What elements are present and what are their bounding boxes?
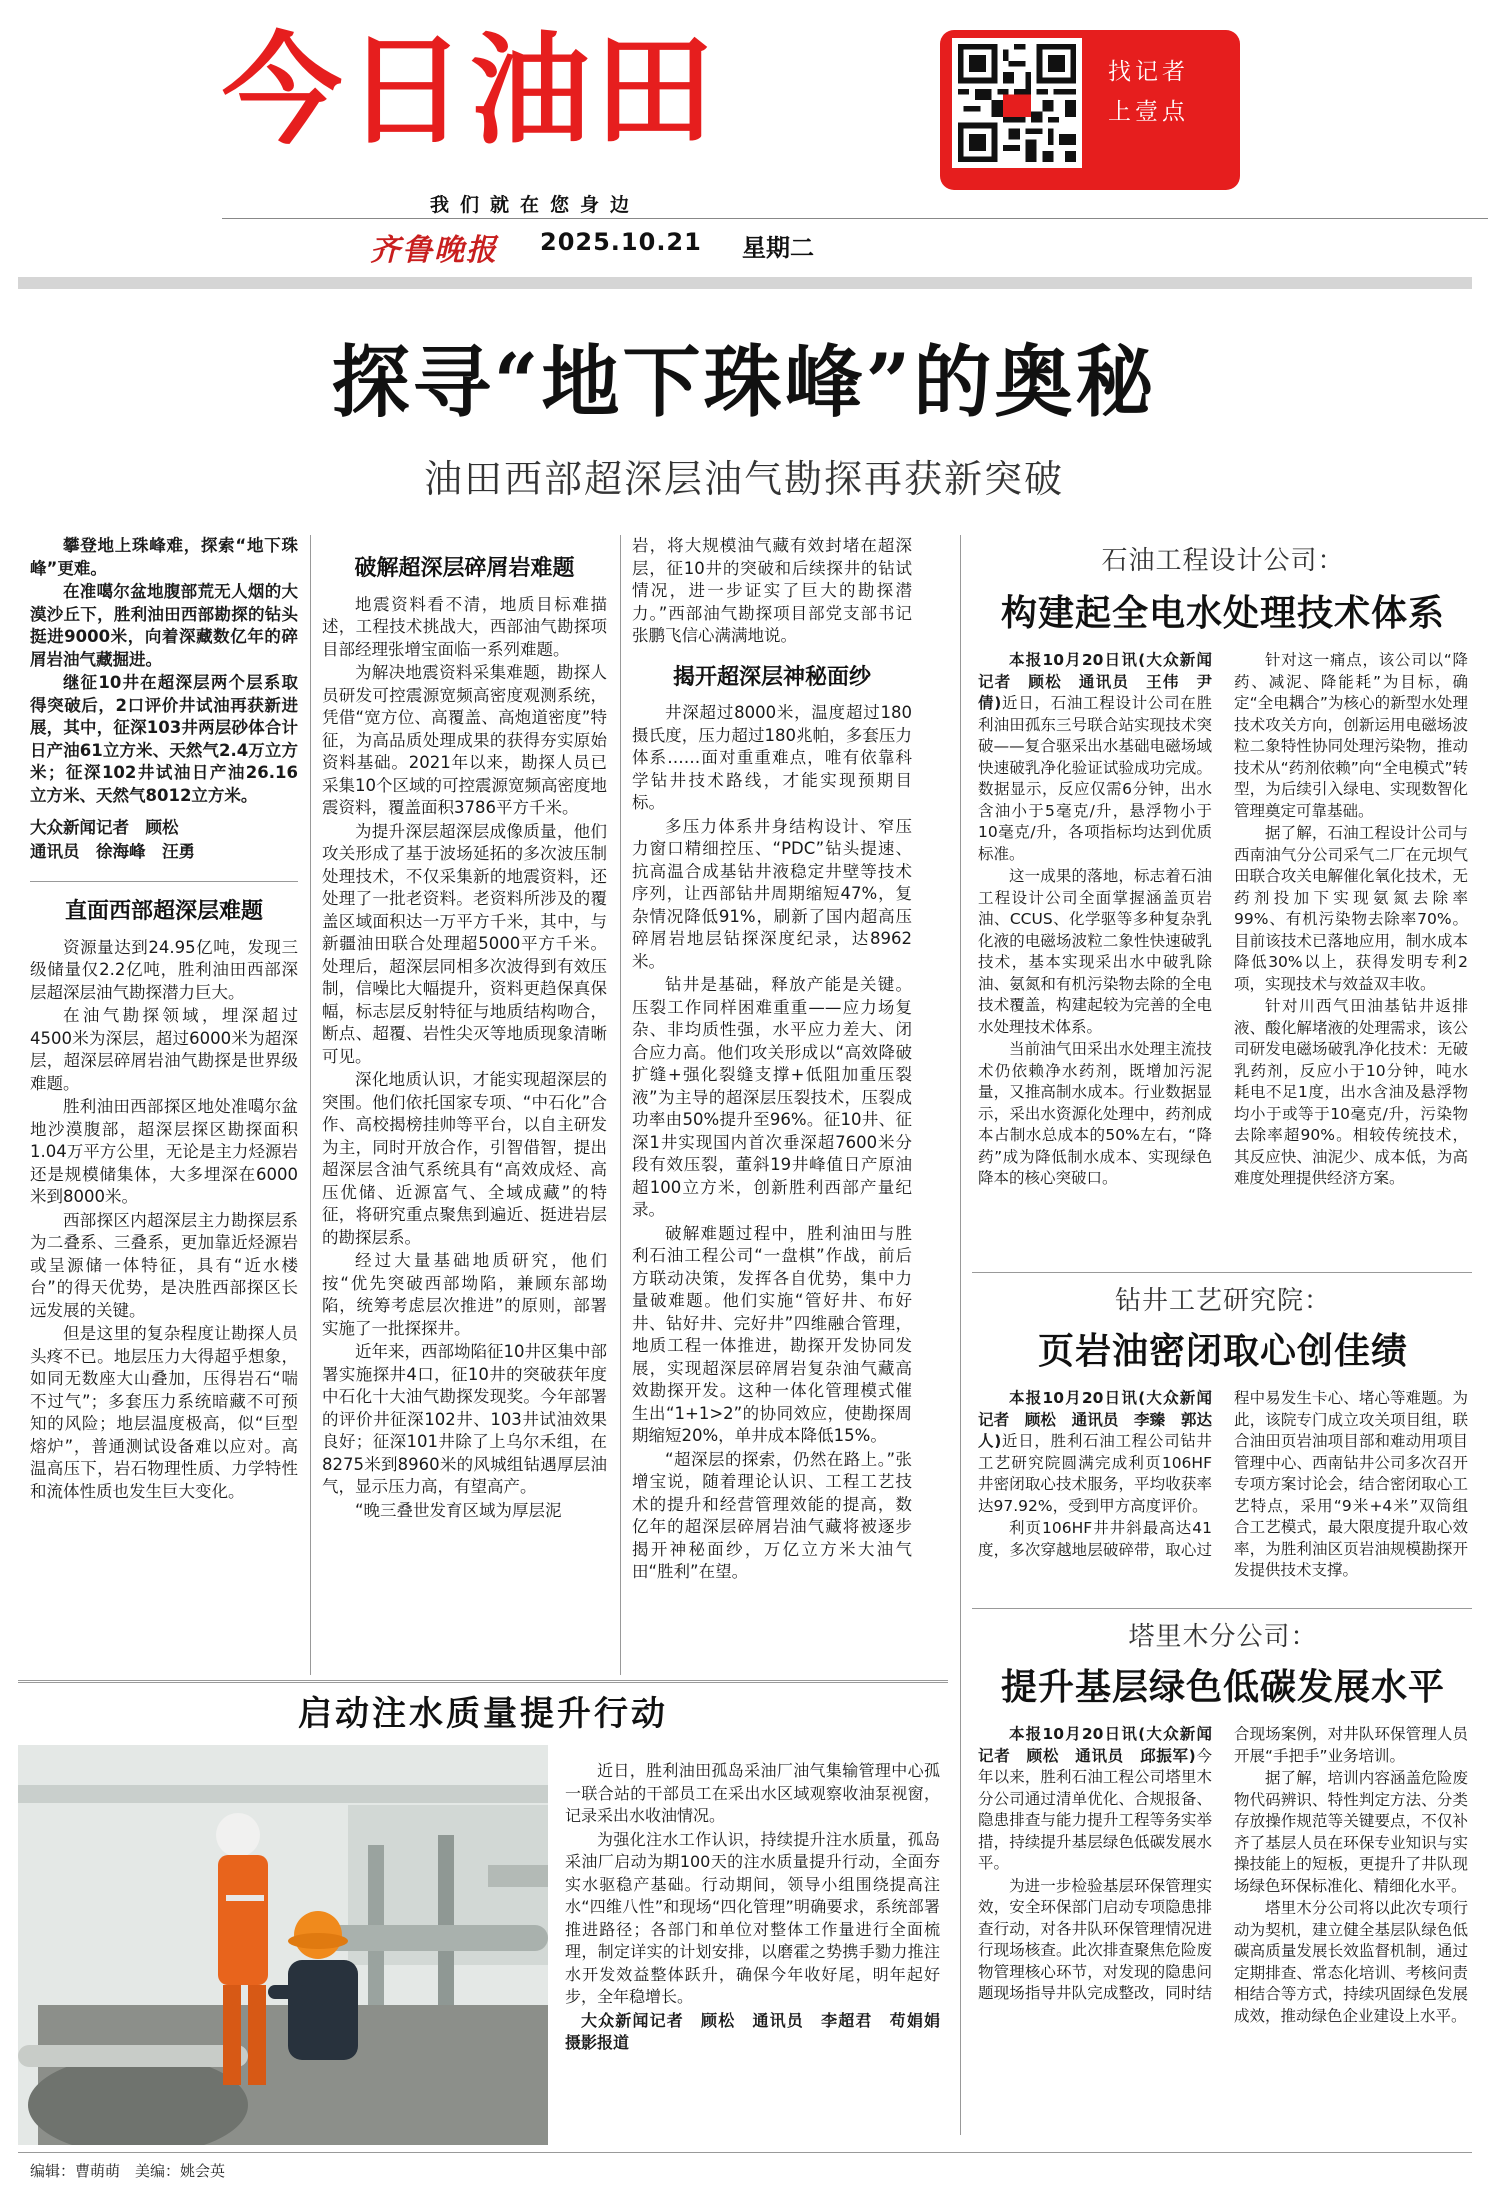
sidebar-rule <box>972 1272 1472 1273</box>
issue-weekday: 星期二 <box>742 234 814 262</box>
sidebar-kicker: 塔里木分公司： <box>1128 1622 1318 1652</box>
header-band <box>18 277 1472 289</box>
main-headline: 探寻“地下珠峰”的奥秘 <box>331 337 1157 428</box>
bottom-story-rule <box>18 1680 948 1683</box>
bottom-story-title: 启动注水质量提升行动 <box>298 1694 668 1734</box>
body-paragraph: 利页106HF井井斜最高达41度，多次穿越地层破碎带，取心过程中易发生卡心、堵心等难题。为此，该院专门成立攻关项目组，联合油田页岩油项目部和难动用项目管理中心、西南钻井公司多次召开专项方案讨论会，结合密闭取心工艺特点，采用“9米+4米”双筒组合工艺模式，最大限度提升取心效率，为胜利油区页岩油规模勘探开发提供技术支撑。 <box>978 1389 1468 1579</box>
body-paragraph: 资源量达到24.95亿吨，发现三级储量仅2.2亿吨，胜利油田西部深层超深层油气勘探潜力巨大。 <box>30 937 298 1002</box>
column-divider <box>620 535 621 1675</box>
dateline: 本报10月20日讯(大众新闻记者 顾松 通讯员 李臻 郭达人) <box>978 1389 1212 1450</box>
qr-code-icon <box>958 44 1076 162</box>
section-heading: 揭开超深层神秘面纱 <box>672 663 871 690</box>
body-paragraph: 破解难题过程中，胜利油田与胜利石油工程公司“一盘棋”作战，前后方联动决策，发挥各自优势，集中力量破难题。他们实施“管好井、布好井、钻好井、完好井”四维融合管理，地质工程一体推进，勘探开发协同发展，实现超深层碎屑岩复杂油气藏高效勘探开发。这种一体化管理模式催生出“1+1>2”的协同效应，使勘探周期缩短20%，单井成本降低15%。 <box>632 1223 912 1445</box>
sidebar-body <box>978 650 1468 1191</box>
body-paragraph: 多压力体系井身结构设计、窄压力窗口精细控压、“PDC”钻头提速、抗高温合成基钻井液稳定井壁等技术序列，让西部钻井周期缩短47%，复杂情况降低91%，刷新了国内超高压碎屑岩地层钻探深度纪录，达8962米。 <box>632 816 912 971</box>
body-paragraph: 西部探区内超深层主力勘探层系为二叠系、三叠系，更加靠近烃源岩或呈源储一体特征，具有“近水楼台”的得天优势，是决胜西部探区长远发展的关键。 <box>30 1210 298 1320</box>
dateline: 本报10月20日讯(大众新闻记者 顾松 通讯员 王伟 尹倩) <box>978 651 1212 712</box>
sidebar-title: 构建起全电水处理技术体系 <box>1000 592 1445 634</box>
body-paragraph: 这一成果的落地，标志着石油工程设计公司全面掌握涵盖页岩油、CCUS、化学驱等多种复杂乳化液的电磁场波粒二象性快速破乳技术，基本实现采出水中破乳除油、氨氮和有机污染物去除的全电技术覆盖，构建起较为完善的全电水处理技术体系。 <box>978 867 1212 1036</box>
masthead-title: 今日油田 <box>222 22 718 161</box>
section-divider <box>30 881 298 882</box>
body-paragraph: 近年来，西部坳陷征10井区集中部署实施探井4口，征10井的突破获年度中石化十大油气勘探发现奖。今年部署的评价井征深102井、103井试油效果良好；征深101井除了上乌尔禾组，在8275米到8960米的风城组钻遇厚层油气，显示压力高，有望高产。 <box>322 1342 607 1496</box>
body-text: 近日，石油工程设计公司在胜利油田孤东三号联合站实现技术突破——复合驱采出水基础电磁场域快速破乳净化验证试验成功完成。数据显示，反应仅需6分钟，出水含油小于5毫克/升，悬浮物小于10毫克/升，各项指标均达到优质标准。 <box>978 694 1212 863</box>
section-heading: 破解超深层碎屑岩难题 <box>354 555 575 581</box>
sidebar-story-2 <box>978 1280 1468 1582</box>
sidebar-story-3 <box>978 1616 1468 2027</box>
qr-code[interactable] <box>952 38 1082 168</box>
body-paragraph: 针对这一痛点，该公司以“降药、减泥、降能耗”为目标，确定“全电耦合”为核心的新型水处理技术攻关方向，创新运用电磁场波粒二象特性协同处理污染物，推动技术从“药剂依赖”向“全电模式”转型，为后续引入绿电、实现数智化管理奠定可靠基础。 <box>1234 651 1468 820</box>
body-paragraph: 岩，将大规模油气藏有效封堵在超深层，征10井的突破和后续探井的钻试情况，进一步证实了巨大的勘探潜力。”西部油气勘探项目部党支部书记张鹏飞信心满满地说。 <box>632 536 912 645</box>
footer-rule <box>18 2152 1472 2153</box>
photo-byline: 大众新闻记者 顾松 通讯员 李超君 苟娟娟 摄影报道 <box>565 2010 957 2052</box>
body-paragraph: 地震资料看不清，地质目标难描述，工程技术挑战大，西部油气勘探项目部经理张增宝面临一系列难题。 <box>322 594 607 659</box>
sidebar-title: 页岩油密闭取心创佳绩 <box>1037 1330 1408 1372</box>
column-divider <box>310 535 311 1675</box>
sidebar-divider <box>960 535 961 2135</box>
body-text: 今年以来，胜利石油工程公司塔里木分公司通过清单优化、合规报备、隐患排查与能力提升工程等务实举措，持续提升基层绿色低碳发展水平。 <box>978 1746 1212 1872</box>
body-paragraph: 为提升深层超深层成像质量，他们攻关形成了基于波场延拓的多次波压制处理技术，不仅采集新的地震资料，还处理了一批老资料。老资料所涉及的覆盖区域面积达一万平方千米，其中，与新疆油田联合处理超5000平方千米。处理后，超深层同相多次波得到有效压制，信噪比大幅提升，资料更趋保真保幅，标志层反射特征与地质结构吻合，断点、超覆、岩性尖灭等地质现象清晰可见。 <box>322 821 607 1066</box>
body-paragraph: 针对川西气田油基钻井返排液、酸化解堵液的处理需求，该公司研发电磁场破乳净化技术：无破乳药剂，反应小于10分钟，吨水耗电不足1度，出水含油及悬浮物均小于或等于10毫克/升，污染物去除率超90%。相较传统技术，其反应快、油泥少、成本低，为高难度处理提供经济方案。 <box>1234 997 1468 1187</box>
masthead-slogan: 我们就在您身边 <box>430 194 641 216</box>
body-paragraph: 深化地质认识，才能实现超深层的突围。他们依托国家专项、“中石化”合作、高校揭榜挂帅等平台，以自主研发为主，同时开放合作，引智借智，提出超深层含油气系统具有“高效成烃、高压优储、近源富气、全域成藏”的特征，将研究重点聚焦到遍近、挺进岩层的勘探层系。 <box>322 1070 607 1247</box>
body-paragraph: 当前油气田采出水处理主流技术仍依赖净水药剂，既增加污泥量，又推高制水成本。行业数据显示，采出水资源化处理中，药剂成本占制水总成本的50%左右，“降药”成为降低制水成本、实现绿色降本的核心突破口。 <box>978 1040 1212 1187</box>
body-paragraph: 据了解，石油工程设计公司与西南油气分公司采气二厂在元坝气田联合攻关电解催化氧化技术，无药剂投加下实现氨氮去除率99%、有机污染物去除率70%。目前该技术已落地应用，制水成本降低30%以上，获得发明专利2项，实现技术与效益双丰收。 <box>1234 824 1468 993</box>
body-paragraph: 在油气勘探领域，埋深超过4500米为深层，超过6000米为超深层，超深层碎屑岩油气勘探是世界级难题。 <box>30 1006 298 1093</box>
body-paragraph: 经过大量基础地质研究，他们按“优先突破西部坳陷，兼顾东部坳陷，统筹考虑层次推进”的原则，部署实施了一批探探井。 <box>322 1251 607 1338</box>
body-paragraph: 为强化注水工作认识，持续提升注水质量，孤岛采油厂启动为期100天的注水质量提升行动，全面夯实水驱稳产基础。行动期间，领导小组围绕提高注水“四维八性”和现场“四化管理”明确要求，系统部署推进路径；各部门和单位对整体工作量进行全面梳理，制定详实的计划安排，以磨霍之势携手勠力推注水开发效益整体跃升，确保今年收好尾，明年起好步，全年稳增长。 <box>565 1829 940 2006</box>
lead-paragraph: 继征10井在超深层两个层系取得突破后，2口评价井试油再获新进展，其中，征深103井两层砂体合计日产油61立方米、天然气2.4万立方米；征深102井试油日产油26.16立方米、天然气8012立方米。 <box>30 673 298 805</box>
body-text: 近日，胜利石油工程公司钻井工艺研究院圆满完成利页106HF井密闭取心技术服务，平均收获率达97.92%，受到甲方高度评价。 <box>978 1432 1212 1515</box>
qr-caption-line-2: 上壹点 <box>1108 99 1189 125</box>
article-column-3 <box>632 535 912 1585</box>
news-photo[interactable] <box>18 1745 548 2145</box>
body-paragraph: 塔里木分公司将以此次专项行动为契机，建立健全基层队绿色低碳高质量发展长效监督机制，通过定期排查、常态化培训、考核问责相结合等方式，持续巩固绿色发展成效，推动绿色企业建设上水平。 <box>1234 1899 1468 2025</box>
body-paragraph: 据了解，培训内容涵盖危险废物代码辨识、特性判定方法、分类存放操作规范等关键要点，不仅补齐了基层人员在环保专业知识与实操技能上的短板，更提升了井队现场绿色环保标准化、精细化水平。 <box>1234 1769 1468 1895</box>
sidebar-kicker: 石油工程设计公司： <box>1101 546 1345 576</box>
sidebar-title: 提升基层绿色低碳发展水平 <box>1000 1666 1445 1708</box>
body-paragraph: 钻井是基础，释放产能是关键。压裂工作同样困难重重——应力场复杂、非均质性强，水平应力差大、闭合应力高。他们攻关形成以“高效降破扩缝+强化裂缝支撑+低阻加重压裂液”为主导的超深层压裂技术，压裂成功率由50%提升至96%。征10井、征深1井实现国内首次垂深超7600米分段有效压裂，董斜19井峰值日产原油超100立方米，创新胜利西部产量纪录。 <box>632 975 912 1219</box>
body-paragraph: 近日，胜利油田孤岛采油厂油气集输管理中心孤一联合站的干部员工在采出水区域观察收油泵视窗，记录采出水收油情况。 <box>565 1761 940 1825</box>
article-column-1 <box>30 535 298 1504</box>
footer-credits: 编辑：曹萌萌 美编：姚会英 <box>30 2162 226 2180</box>
lead-paragraph: 在准噶尔盆地腹部荒无人烟的大漠沙丘下，胜利油田西部勘探的钻头挺进9000米，向着深藏数亿年的碎屑岩油气藏掘进。 <box>30 582 298 669</box>
body-paragraph: “超深层的探索，仍然在路上。”张增宝说，随着理论认识、工程工艺技术的提升和经营管理效能的提高，数亿年的超深层碎屑岩油气藏将被逐步揭开神秘面纱，万亿立方米大油气田“胜利”在望。 <box>632 1449 912 1581</box>
body-paragraph: 但是这里的复杂程度让勘探人员头疼不已。地层压力大得超乎想象，如同无数座大山叠加，压得岩石“喘不过气”；多套压力系统暗藏不可预知的风险；地层温度极高，似“巨型熔炉”，普通测试设备难以应对。高温高压下，岩石物理性质、力学特性和流体性质也发生巨大变化。 <box>30 1324 298 1501</box>
body-paragraph: 为进一步检验基层环保管理实效，安全环保部门启动专项隐患排查行动，对各井队环保管理情况进行现场核查。此次排查聚焦危险废物管理核心环节，对发现的隐患问题现场指导井队完成整改，同时结合现场案例，对井队环保管理人员开展“手把手”业务培训。 <box>978 1725 1468 2002</box>
issue-date: 2025.10.21 <box>540 228 702 256</box>
qr-caption <box>1108 52 1189 132</box>
article-column-2 <box>322 535 607 1523</box>
qr-caption-line-1: 找记者 <box>1108 59 1189 85</box>
body-paragraph: 为解决地震资料采集难题，勘探人员研发可控震源宽频高密度观测系统，凭借“宽方位、高覆盖、高炮道密度”特征，为高品质处理成果的获得夯实原始资料基础。2021年以来，勘探人员已采集10个区域的可控震源宽频高密度地震资料，覆盖面积3786平方千米。 <box>322 663 607 817</box>
body-paragraph: 胜利油田西部探区地处准噶尔盆地沙漠腹部，超深层探区勘探面积1.04万平方公里，无论是主力烃源岩还是规模储集体，大多埋深在6000米到8000米。 <box>30 1097 298 1206</box>
byline: 通讯员 徐海峰 汪勇 <box>30 841 195 861</box>
body-paragraph: 井深超过8000米，温度超过180摄氏度，压力超过180兆帕，多套压力体系……面对重重难点，唯有依靠科学钻井技术路线，才能实现预期目标。 <box>632 703 912 812</box>
paper-logo: 齐鲁晚报 <box>370 233 498 268</box>
byline: 大众新闻记者 顾松 <box>30 818 179 837</box>
main-subhead: 油田西部超深层油气勘探再获新突破 <box>423 457 1064 501</box>
bottom-story-body <box>565 1760 957 2056</box>
masthead-rule <box>222 218 1488 219</box>
sidebar-kicker: 钻井工艺研究院： <box>1114 1286 1331 1316</box>
section-heading: 直面西部超深层难题 <box>64 898 263 924</box>
sidebar-body <box>978 1388 1468 1582</box>
sidebar-body <box>978 1724 1468 2027</box>
dateline: 本报10月20日讯(大众新闻记者 顾松 通讯员 邱振军) <box>978 1725 1212 1765</box>
sidebar-story-1 <box>978 540 1468 1191</box>
sidebar-rule <box>972 1608 1472 1609</box>
workers-photo-illustration <box>18 1745 548 2145</box>
lead-paragraph: 攀登地上珠峰难，探索“地下珠峰”更难。 <box>30 536 298 578</box>
body-paragraph: “晚三叠世发育区域为厚层泥 <box>355 1500 562 1520</box>
